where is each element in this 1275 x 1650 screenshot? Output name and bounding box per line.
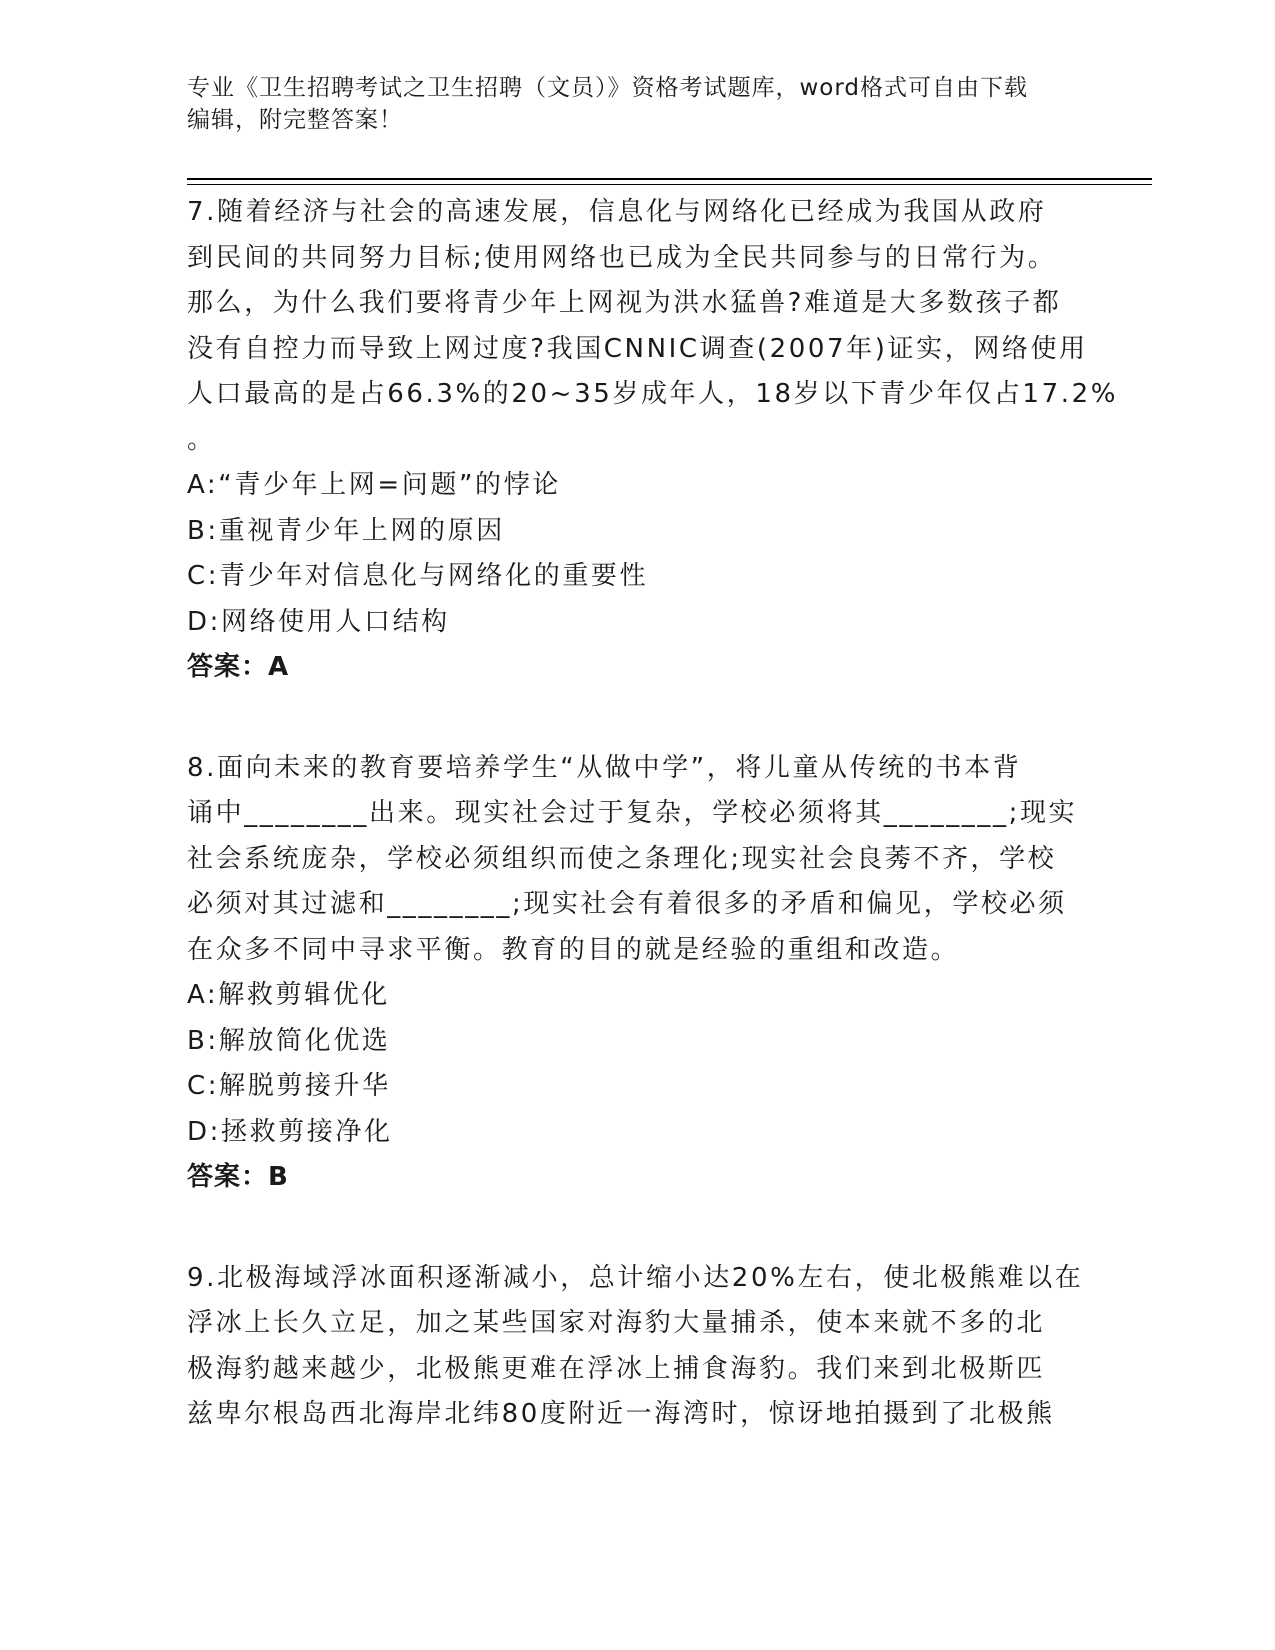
answer: 答案：B <box>187 1162 289 1192</box>
question-text-line: 9.北极海域浮冰面积逐渐减小，总计缩小达20%左右，使北极熊难以在 <box>187 1262 1084 1293</box>
spacer <box>187 1201 1087 1256</box>
question-text-line: 那么，为什么我们要将青少年上网视为洪水猛兽?难道是大多数孩子都 <box>187 288 1062 318</box>
question-text-line: 在众多不同中寻求平衡。教育的目的就是经验的重组和改造。 <box>187 934 960 965</box>
option-c: C:解脱剪接升华 <box>187 1071 391 1101</box>
option-d: D:拯救剪接净化 <box>187 1116 393 1147</box>
header-rule-thick <box>187 178 1152 180</box>
option-d: D:网络使用人口结构 <box>187 606 450 637</box>
question-text-line: 到民间的共同努力目标;使用网络也已成为全民共同参与的日常行为。 <box>187 242 1057 273</box>
header-line-2: 编辑，附完整答案！ <box>187 107 403 133</box>
option-a: A:“青少年上网=问题”的悖论 <box>187 470 561 500</box>
question-text-line: 社会系统庞杂，学校必须组织而使之条理化;现实社会良莠不齐，学校 <box>187 843 1057 874</box>
header-line-1: 专业《卫生招聘考试之卫生招聘（文员）》资格考试题库，word格式可自由下载 <box>187 75 1029 101</box>
option-c: C:青少年对信息化与网络化的重要性 <box>187 561 649 591</box>
question-text-line: 兹卑尔根岛西北海岸北纬80度附近一海湾时，惊讶地拍摄到了北极熊 <box>187 1399 1055 1429</box>
question-text-line: 极海豹越来越少，北极熊更难在浮冰上捕食海豹。我们来到北极斯匹 <box>187 1353 1046 1384</box>
document-body <box>187 190 1119 1438</box>
question-9 <box>187 1256 1087 1438</box>
question-text-line: 诵中________出来。现实社会过于复杂，学校必须将其________;现实 <box>187 798 1078 828</box>
question-text-line: 8.面向未来的教育要培养学生“从做中学”，将儿童从传统的书本背 <box>187 752 1022 783</box>
answer: 答案：A <box>187 652 290 682</box>
question-text-line: 浮冰上长久立足，加之某些国家对海豹大量捕杀，使本来就不多的北 <box>187 1308 1046 1338</box>
question-text-line: 。 <box>187 424 216 455</box>
question-text-line: 人口最高的是占66.3%的20~35岁成年人，18岁以下青少年仅占17.2% <box>187 379 1119 409</box>
document-header <box>187 72 1087 136</box>
option-a: A:解救剪辑优化 <box>187 980 390 1010</box>
header-rule-thin <box>187 184 1152 185</box>
option-b: B:解放简化优选 <box>187 1025 391 1056</box>
spacer <box>187 691 1087 746</box>
question-8 <box>187 746 1087 1201</box>
option-b: B:重视青少年上网的原因 <box>187 515 505 546</box>
question-text-line: 7.随着经济与社会的高速发展，信息化与网络化已经成为我国从政府 <box>187 197 1047 227</box>
question-text-line: 必须对其过滤和________;现实社会有着很多的矛盾和偏见，学校必须 <box>187 889 1067 919</box>
question-text-line: 没有自控力而导致上网过度?我国CNNIC调查(2007年)证实，网络使用 <box>187 333 1088 364</box>
question-7 <box>187 190 1119 691</box>
